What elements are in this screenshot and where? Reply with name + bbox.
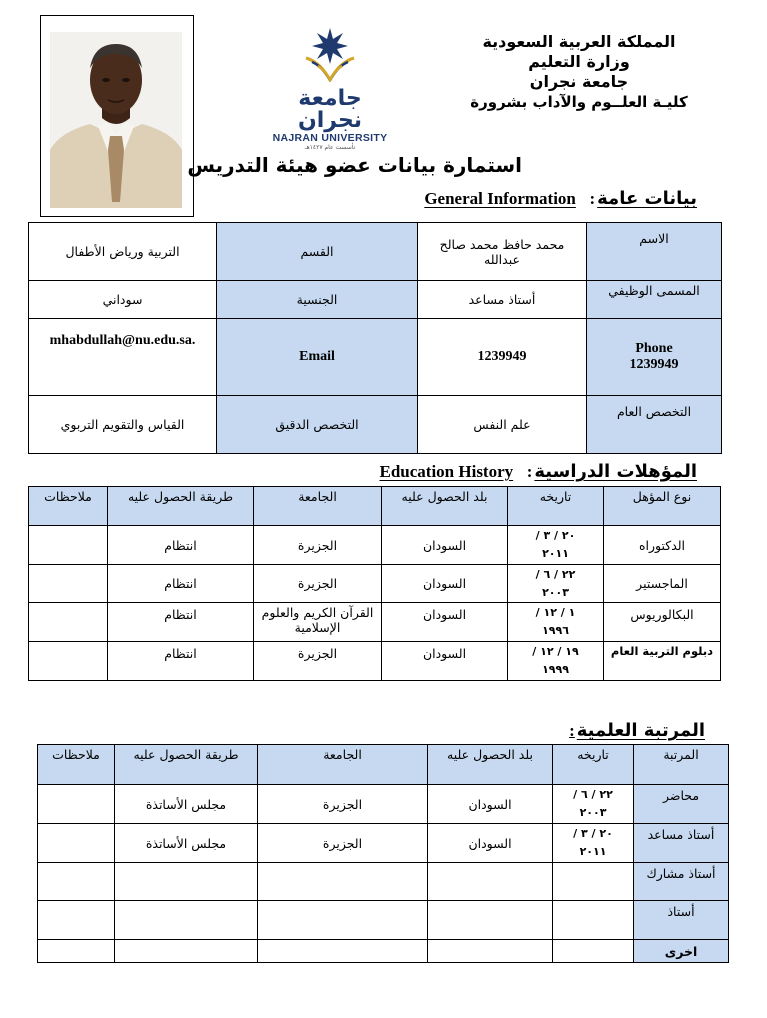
rank-heading-ar: المرتبة العلمية <box>576 720 705 741</box>
education-heading-en: Education History <box>379 462 514 481</box>
col-country: بلد الحصول عليه <box>382 487 508 526</box>
rank-title: محاضر <box>634 785 729 824</box>
institution-header <box>449 32 709 112</box>
logo-arabic-name: جامعة نجران <box>297 86 363 133</box>
edu-date <box>508 526 604 565</box>
edu-type: دبلوم التربية العام <box>604 642 721 681</box>
label-department: القسم <box>217 223 418 281</box>
table-row <box>29 603 721 642</box>
edu-country: السودان <box>382 642 508 681</box>
edu-date-day-month: ٢٠ / ٣ / <box>535 529 576 542</box>
table-header-row <box>38 745 729 785</box>
edu-date-day-month: ٢٢ / ٦ / <box>535 567 576 581</box>
label-job-title: المسمى الوظيفي <box>587 281 722 319</box>
col-country: بلد الحصول عليه <box>428 745 553 785</box>
rank-country <box>428 901 553 940</box>
person-portrait-icon <box>50 32 182 208</box>
rank-notes <box>38 785 115 824</box>
rank-date-year: ٢٠٠٣ <box>579 806 607 819</box>
col-date: تاريخه <box>553 745 634 785</box>
rank-country: السودان <box>428 785 553 824</box>
label-nationality: الجنسية <box>217 281 418 319</box>
star-logo-icon <box>300 26 360 82</box>
header-line-university: جامعة نجران <box>529 72 629 91</box>
education-heading: المؤهلات الدراسية: Education History <box>379 461 697 482</box>
rank-country <box>428 940 553 963</box>
table-row <box>29 396 722 454</box>
general-info-table <box>28 222 722 454</box>
general-info-heading: بيانات عامة: General Information <box>424 188 697 209</box>
rank-method <box>115 901 258 940</box>
rank-title: أستاذ مساعد <box>634 824 729 863</box>
value-name: محمد حافظ محمد صالح عبدالله <box>418 223 587 281</box>
rank-method: مجلس الأساتذة <box>115 824 258 863</box>
rank-date <box>553 901 634 940</box>
edu-university: الجزيرة <box>254 526 382 565</box>
edu-date-year: ١٩٩٩ <box>542 663 569 676</box>
academic-rank-table <box>37 744 729 963</box>
edu-country: السودان <box>382 603 508 642</box>
edu-notes <box>29 642 108 681</box>
edu-date <box>508 565 604 603</box>
edu-university: الجزيرة <box>254 642 382 681</box>
table-header-row <box>29 487 721 526</box>
table-row <box>38 785 729 824</box>
form-title: استمارة بيانات عضو هيئة التدريس <box>187 153 522 177</box>
profile-photo-frame <box>40 15 194 217</box>
rank-date-day-month: ٢٠ / ٣ / <box>573 827 613 840</box>
edu-notes <box>29 603 108 642</box>
rank-date <box>553 824 634 863</box>
edu-date <box>508 642 604 681</box>
col-notes: ملاحظات <box>38 745 115 785</box>
value-email: mhabdullah@nu.edu.sa. <box>29 319 217 396</box>
value-general-specialization: علم النفس <box>418 396 587 454</box>
rank-date <box>553 785 634 824</box>
rank-notes <box>38 901 115 940</box>
rank-method <box>115 863 258 901</box>
table-row <box>29 642 721 681</box>
value-job-title: أستاذ مساعد <box>418 281 587 319</box>
value-nationality: سوداني <box>29 281 217 319</box>
university-logo <box>268 26 392 151</box>
table-row <box>38 863 729 901</box>
col-date: تاريخه <box>508 487 604 526</box>
col-university: الجامعة <box>254 487 382 526</box>
rank-university: الجزيرة <box>258 824 428 863</box>
education-heading-ar: المؤهلات الدراسية <box>534 461 697 482</box>
col-rank: المرتبة <box>634 745 729 785</box>
edu-date-year: ١٩٩٦ <box>542 624 569 637</box>
rank-country <box>428 863 553 901</box>
profile-photo <box>50 32 182 208</box>
rank-notes <box>38 824 115 863</box>
general-heading-ar: بيانات عامة <box>597 188 697 209</box>
table-row <box>38 901 729 940</box>
education-table <box>28 486 721 681</box>
label-name: الاسم <box>587 223 722 281</box>
edu-notes <box>29 526 108 565</box>
table-row <box>29 319 722 396</box>
edu-date-year: ٢٠٠٣ <box>542 585 569 599</box>
value-phone: 1239949 <box>418 319 587 396</box>
rank-university <box>258 863 428 901</box>
edu-type: الماجستير <box>604 565 721 603</box>
table-row <box>38 940 729 963</box>
value-department: التربية ورياض الأطفال <box>29 223 217 281</box>
general-heading-en: General Information <box>424 189 576 208</box>
rank-title: اخرى <box>634 940 729 963</box>
edu-method: انتظام <box>108 603 254 642</box>
rank-method: مجلس الأساتذة <box>115 785 258 824</box>
logo-subtitle: تأسست عام ١٤٢٧هـ <box>304 144 356 151</box>
rank-university: الجزيرة <box>258 785 428 824</box>
col-method: طريقة الحصول عليه <box>115 745 258 785</box>
edu-university: القرآن الكريم والعلوم الإسلامية <box>254 603 382 642</box>
col-notes: ملاحظات <box>29 487 108 526</box>
edu-type: الدكتوراه <box>604 526 721 565</box>
rank-title: أستاذ <box>634 901 729 940</box>
edu-date-day-month: ١٩ / ١٢ / <box>532 645 579 658</box>
header-line-college: كليـة العلــوم والآداب بشرورة <box>470 93 688 111</box>
table-row <box>29 223 722 281</box>
col-university: الجامعة <box>258 745 428 785</box>
edu-country: السودان <box>382 526 508 565</box>
edu-method: انتظام <box>108 642 254 681</box>
rank-notes <box>38 863 115 901</box>
edu-date-day-month: ١ / ١٢ / <box>535 606 576 619</box>
edu-type: البكالوريوس <box>604 603 721 642</box>
edu-method: انتظام <box>108 565 254 603</box>
rank-date-year: ٢٠١١ <box>579 845 607 858</box>
label-phone: Phone 1239949 <box>587 319 722 396</box>
table-row <box>38 824 729 863</box>
edu-date-year: ٢٠١١ <box>542 547 569 560</box>
col-qualification-type: نوع المؤهل <box>604 487 721 526</box>
edu-method: انتظام <box>108 526 254 565</box>
academic-rank-heading: المرتبة العلمية: <box>569 720 705 741</box>
rank-country: السودان <box>428 824 553 863</box>
rank-university <box>258 901 428 940</box>
table-row <box>29 281 722 319</box>
label-specific-specialization: التخصص الدقيق <box>217 396 418 454</box>
col-method: طريقة الحصول عليه <box>108 487 254 526</box>
rank-university <box>258 940 428 963</box>
edu-notes <box>29 565 108 603</box>
value-specific-specialization: القياس والتقويم التربوي <box>29 396 217 454</box>
edu-country: السودان <box>382 565 508 603</box>
header-line-ministry: وزارة التعليم <box>528 52 630 71</box>
rank-date <box>553 863 634 901</box>
rank-method <box>115 940 258 963</box>
logo-english-name: NAJRAN UNIVERSITY <box>272 132 388 144</box>
edu-university: الجزيرة <box>254 565 382 603</box>
rank-date <box>553 940 634 963</box>
label-email: Email <box>217 319 418 396</box>
rank-date-day-month: ٢٢ / ٦ / <box>573 788 613 801</box>
table-row <box>29 526 721 565</box>
header-line-kingdom: المملكة العربية السعودية <box>482 32 676 51</box>
rank-notes <box>38 940 115 963</box>
label-general-specialization: التخصص العام <box>587 396 722 454</box>
edu-date <box>508 603 604 642</box>
rank-title: أستاذ مشارك <box>634 863 729 901</box>
table-row <box>29 565 721 603</box>
